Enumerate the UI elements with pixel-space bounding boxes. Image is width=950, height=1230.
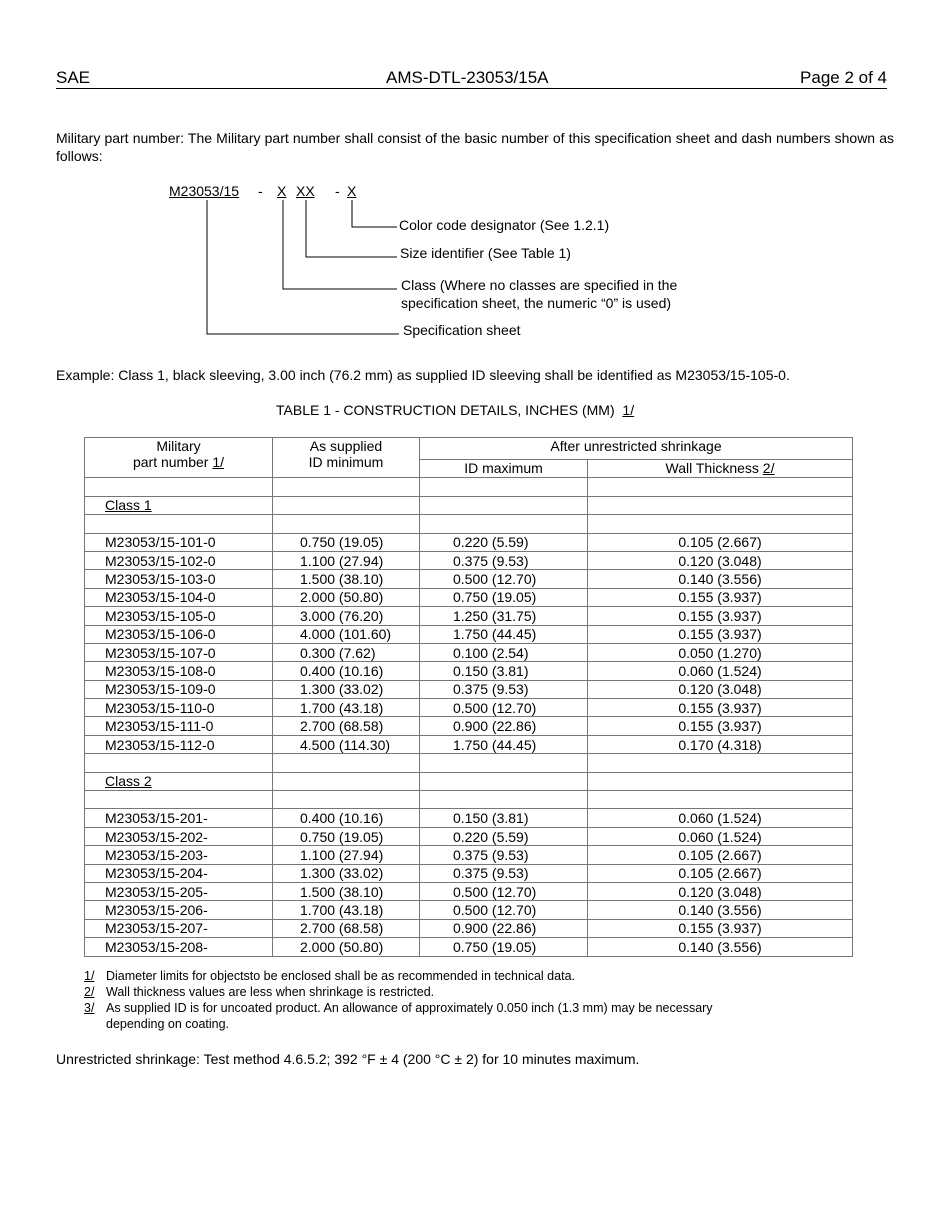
diagram-label-class-cont: specification sheet, the numeric “0” is used) xyxy=(401,295,672,311)
footnote: 1/ Diameter limits for objectsto be enclosed shall be as recommended in technical data. xyxy=(84,969,575,983)
supplied-id-min-cell: 1.700 (43.18) xyxy=(273,699,420,717)
diagram-label-sheet: Specification sheet xyxy=(403,322,521,338)
diagram-dash: - xyxy=(335,183,340,199)
wall-thickness-cell: 0.120 (3.048) xyxy=(588,680,853,698)
supplied-id-min-cell: 0.750 (19.05) xyxy=(273,533,420,551)
supplied-id-min-cell: 1.100 (27.94) xyxy=(273,846,420,864)
id-max-cell: 0.500 (12.70) xyxy=(420,882,588,900)
part-number-cell: M23053/15-110-0 xyxy=(85,699,273,717)
wall-thickness-cell: 0.050 (1.270) xyxy=(588,643,853,661)
supplied-id-min-cell: 2.700 (68.58) xyxy=(273,717,420,735)
part-number-cell: M23053/15-106-0 xyxy=(85,625,273,643)
supplied-id-min-cell: 3.000 (76.20) xyxy=(273,607,420,625)
id-max-cell: 0.500 (12.70) xyxy=(420,699,588,717)
id-max-cell: 1.250 (31.75) xyxy=(420,607,588,625)
diagram-dash: - xyxy=(258,183,263,199)
part-number-cell: M23053/15-102-0 xyxy=(85,551,273,569)
table-row xyxy=(85,882,853,900)
footnote: 3/ As supplied ID is for uncoated product. An allowance of approximately 0.050 inch (1.3 mm) may be necessary depending on coating. xyxy=(84,1001,713,1031)
wall-thickness-cell: 0.155 (3.937) xyxy=(588,717,853,735)
intro-paragraph: Military part number: The Military part number shall consist of the basic number of this specification sheet and dash numbers shown as follows: xyxy=(56,130,894,164)
header-org: SAE xyxy=(56,68,91,87)
part-number-cell: M23053/15-207- xyxy=(85,919,273,937)
diagram-label-color: Color code designator (See 1.2.1) xyxy=(399,217,610,233)
col-header-supplied-id: As supplied ID minimum xyxy=(273,438,420,478)
header-page-number: Page 2 of 4 xyxy=(800,68,887,87)
table-title: TABLE 1 - CONSTRUCTION DETAILS, INCHES (MM) 1/ xyxy=(276,402,635,418)
diagram-class: X xyxy=(277,183,287,199)
supplied-id-min-cell: 0.400 (10.16) xyxy=(273,662,420,680)
id-max-cell: 0.500 (12.70) xyxy=(420,901,588,919)
part-number-cell: M23053/15-107-0 xyxy=(85,643,273,661)
diagram-size: XX xyxy=(296,183,315,199)
id-max-cell: 0.220 (5.59) xyxy=(420,827,588,845)
part-number-cell: M23053/15-203- xyxy=(85,846,273,864)
wall-thickness-cell: 0.105 (2.667) xyxy=(588,846,853,864)
id-max-cell: 1.750 (44.45) xyxy=(420,625,588,643)
blank-row xyxy=(85,754,853,772)
wall-thickness-cell: 0.155 (3.937) xyxy=(588,588,853,606)
id-max-cell: 0.375 (9.53) xyxy=(420,846,588,864)
table-row xyxy=(85,809,853,827)
part-number-cell: M23053/15-206- xyxy=(85,901,273,919)
wall-thickness-cell: 0.155 (3.937) xyxy=(588,625,853,643)
id-max-cell: 0.150 (3.81) xyxy=(420,662,588,680)
table-row xyxy=(85,625,853,643)
table-row xyxy=(85,662,853,680)
part-number-cell: M23053/15-105-0 xyxy=(85,607,273,625)
wall-thickness-cell: 0.105 (2.667) xyxy=(588,864,853,882)
blank-row xyxy=(85,515,853,533)
diagram-label-class: Class (Where no classes are specified in the xyxy=(401,277,678,293)
id-max-cell: 0.375 (9.53) xyxy=(420,680,588,698)
blank-row xyxy=(85,791,853,809)
supplied-id-min-cell: 1.100 (27.94) xyxy=(273,551,420,569)
table-row xyxy=(85,864,853,882)
id-max-cell: 0.500 (12.70) xyxy=(420,570,588,588)
class-heading: Class 2 xyxy=(105,773,152,790)
table-row xyxy=(85,533,853,551)
diagram-label-size: Size identifier (See Table 1) xyxy=(400,245,571,261)
wall-thickness-cell: 0.170 (4.318) xyxy=(588,735,853,753)
supplied-id-min-cell: 1.500 (38.10) xyxy=(273,882,420,900)
id-max-cell: 0.150 (3.81) xyxy=(420,809,588,827)
id-max-cell: 1.750 (44.45) xyxy=(420,735,588,753)
id-max-cell: 0.900 (22.86) xyxy=(420,717,588,735)
table-row xyxy=(85,901,853,919)
id-max-cell: 0.375 (9.53) xyxy=(420,551,588,569)
table-row xyxy=(85,551,853,569)
supplied-id-min-cell: 2.700 (68.58) xyxy=(273,919,420,937)
wall-thickness-cell: 0.140 (3.556) xyxy=(588,901,853,919)
id-max-cell: 0.375 (9.53) xyxy=(420,864,588,882)
id-max-cell: 0.900 (22.86) xyxy=(420,919,588,937)
table-row xyxy=(85,827,853,845)
wall-thickness-cell: 0.120 (3.048) xyxy=(588,551,853,569)
part-number-cell: M23053/15-205- xyxy=(85,882,273,900)
wall-thickness-cell: 0.105 (2.667) xyxy=(588,533,853,551)
part-number-cell: M23053/15-111-0 xyxy=(85,717,273,735)
supplied-id-min-cell: 1.700 (43.18) xyxy=(273,901,420,919)
part-number-cell: M23053/15-104-0 xyxy=(85,588,273,606)
id-max-cell: 0.750 (19.05) xyxy=(420,938,588,956)
part-number-cell: M23053/15-204- xyxy=(85,864,273,882)
wall-thickness-cell: 0.140 (3.556) xyxy=(588,570,853,588)
part-number-cell: M23053/15-201- xyxy=(85,809,273,827)
table-row xyxy=(85,938,853,956)
table-row xyxy=(85,607,853,625)
class-heading-row xyxy=(85,772,853,790)
supplied-id-min-cell: 1.300 (33.02) xyxy=(273,864,420,882)
wall-thickness-cell: 0.155 (3.937) xyxy=(588,919,853,937)
supplied-id-min-cell: 4.000 (101.60) xyxy=(273,625,420,643)
footnote: 2/ Wall thickness values are less when shrinkage is restricted. xyxy=(84,985,435,999)
part-number-cell: M23053/15-112-0 xyxy=(85,735,273,753)
supplied-id-min-cell: 0.300 (7.62) xyxy=(273,643,420,661)
part-number-cell: M23053/15-108-0 xyxy=(85,662,273,680)
wall-thickness-cell: 0.060 (1.524) xyxy=(588,809,853,827)
table-row xyxy=(85,735,853,753)
class-heading-row xyxy=(85,496,853,514)
wall-thickness-cell: 0.060 (1.524) xyxy=(588,662,853,680)
supplied-id-min-cell: 1.300 (33.02) xyxy=(273,680,420,698)
table-row xyxy=(85,588,853,606)
col-header-id-max: ID maximum xyxy=(420,460,588,478)
example-text: Example: Class 1, black sleeving, 3.00 inch (76.2 mm) as supplied ID sleeving shall be identified as M23053/15-105-0. xyxy=(56,367,790,383)
wall-thickness-cell: 0.060 (1.524) xyxy=(588,827,853,845)
part-number-cell: M23053/15-103-0 xyxy=(85,570,273,588)
table-row xyxy=(85,643,853,661)
wall-thickness-cell: 0.140 (3.556) xyxy=(588,938,853,956)
part-number-cell: M23053/15-208- xyxy=(85,938,273,956)
diagram-color: X xyxy=(347,183,357,199)
blank-row xyxy=(85,478,853,496)
diagram-leader-lines xyxy=(0,0,950,400)
supplied-id-min-cell: 2.000 (50.80) xyxy=(273,588,420,606)
table-row xyxy=(85,846,853,864)
wall-thickness-cell: 0.155 (3.937) xyxy=(588,699,853,717)
supplied-id-min-cell: 0.400 (10.16) xyxy=(273,809,420,827)
supplied-id-min-cell: 2.000 (50.80) xyxy=(273,938,420,956)
table-row xyxy=(85,699,853,717)
part-number-cell: M23053/15-109-0 xyxy=(85,680,273,698)
part-number-cell: M23053/15-101-0 xyxy=(85,533,273,551)
supplied-id-min-cell: 1.500 (38.10) xyxy=(273,570,420,588)
supplied-id-min-cell: 4.500 (114.30) xyxy=(273,735,420,753)
diagram-base: M23053/15 xyxy=(169,183,240,199)
table-row xyxy=(85,919,853,937)
part-number-cell: M23053/15-202- xyxy=(85,827,273,845)
wall-thickness-cell: 0.155 (3.937) xyxy=(588,607,853,625)
col-header-wall: Wall Thickness 2/ xyxy=(588,460,853,478)
table-row xyxy=(85,717,853,735)
wall-thickness-cell: 0.120 (3.048) xyxy=(588,882,853,900)
header-doc-number: AMS-DTL-23053/15A xyxy=(386,68,549,87)
id-max-cell: 0.750 (19.05) xyxy=(420,588,588,606)
table-row xyxy=(85,680,853,698)
construction-details-table xyxy=(84,437,853,957)
shrinkage-text: Unrestricted shrinkage: Test method 4.6.5.2; 392 °F ± 4 (200 °C ± 2) for 10 minutes maximum. xyxy=(56,1051,640,1067)
col-header-after-shrinkage: After unrestricted shrinkage xyxy=(420,438,853,460)
id-max-cell: 0.220 (5.59) xyxy=(420,533,588,551)
table-row xyxy=(85,570,853,588)
supplied-id-min-cell: 0.750 (19.05) xyxy=(273,827,420,845)
col-header-part-number: Military part number 1/ xyxy=(85,438,273,478)
class-heading: Class 1 xyxy=(105,497,152,514)
id-max-cell: 0.100 (2.54) xyxy=(420,643,588,661)
